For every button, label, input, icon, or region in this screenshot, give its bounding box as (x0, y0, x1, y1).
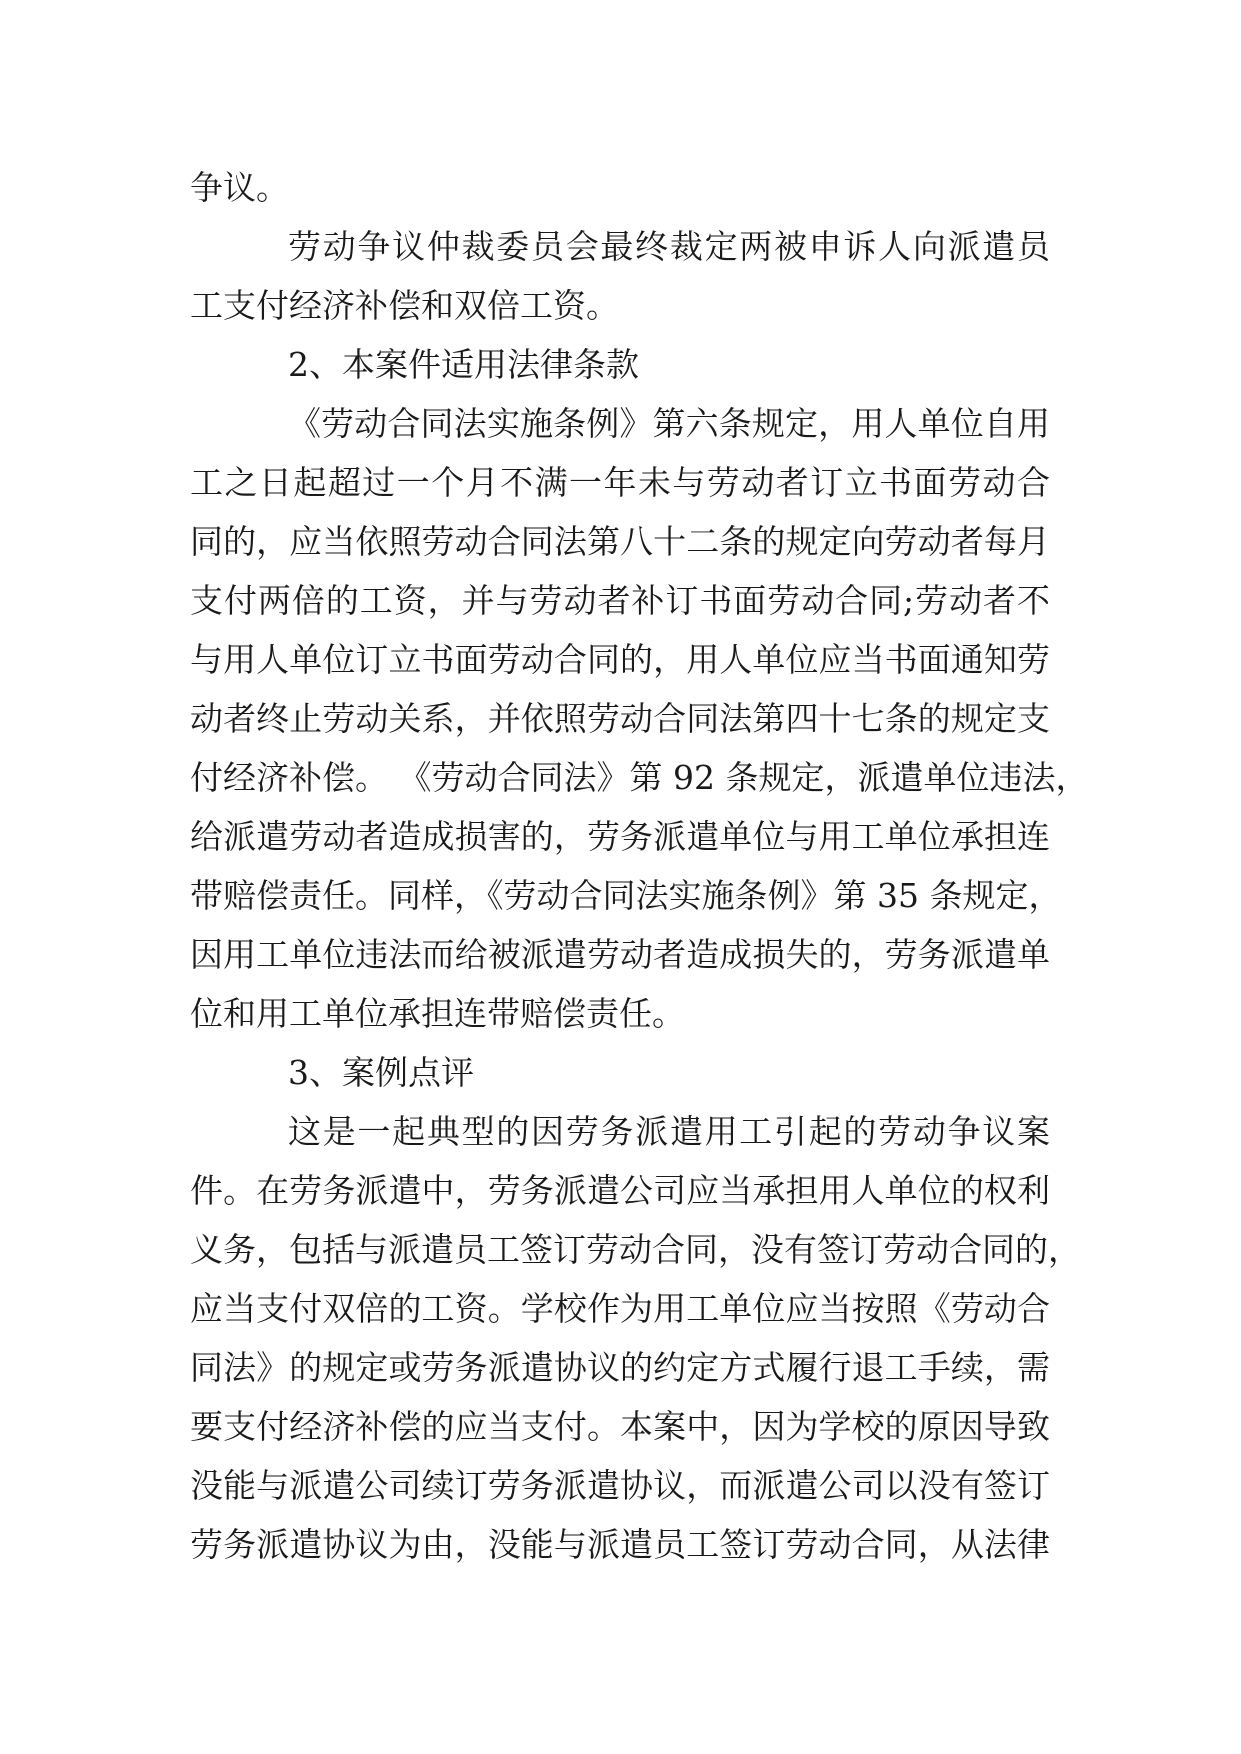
arbitration-result-line: 劳动争议仲裁委员会最终裁定两被申诉人向派遣员 (288, 227, 1050, 266)
law-clause-line: 工之日起超过一个月不满一年未与劳动者订立书面劳动合 (190, 463, 1050, 502)
law-clause-line: 支付两倍的工资，并与劳动者补订书面劳动合同;劳动者不 (190, 581, 1050, 620)
arbitration-result-line: 工支付经济补偿和双倍工资。 (190, 286, 619, 325)
section-heading: 2、本案件适用法律条款 (288, 345, 639, 384)
case-review-line: 要支付经济补偿的应当支付。本案中，因为学校的原因导致 (190, 1407, 1050, 1446)
case-review-line: 这是一起典型的因劳务派遣用工引起的劳动争议案 (288, 1112, 1050, 1151)
law-clause-line: 给派遣劳动者造成损害的，劳务派遣单位与用工单位承担连 (190, 817, 1050, 856)
law-clause-line: 位和用工单位承担连带赔偿责任。 (190, 994, 685, 1033)
law-clause-line: 因用工单位违法而给被派遣劳动者造成损失的，劳务派遣单 (190, 935, 1050, 974)
law-clause-line: 《劳动合同法实施条例》第六条规定，用人单位自用 (288, 404, 1050, 443)
case-review-line: 劳务派遣协议为由，没能与派遣员工签订劳动合同，从法律 (190, 1525, 1050, 1564)
document-body (190, 158, 1089, 1574)
case-review-line: 同法》的规定或劳务派遣协议的约定方式履行退工手续，需 (190, 1348, 1050, 1387)
law-clause-line: 带赔偿责任。同样，《劳动合同法实施条例》第 35 条规定， (190, 876, 1062, 915)
case-review-line: 应当支付双倍的工资。学校作为用工单位应当按照《劳动合 (190, 1289, 1050, 1328)
case-review-line: 义务，包括与派遣员工签订劳动合同，没有签订劳动合同的， (190, 1230, 1081, 1269)
law-clause-line: 与用人单位订立书面劳动合同的，用人单位应当书面通知劳 (190, 640, 1050, 679)
case-review-line: 件。在劳务派遣中，劳务派遣公司应当承担用人单位的权利 (190, 1171, 1050, 1210)
law-clause-line: 付经济补偿。 《劳动合同法》第 92 条规定，派遣单位违法， (190, 758, 1089, 797)
law-clause-line: 同的，应当依照劳动合同法第八十二条的规定向劳动者每月 (190, 522, 1050, 561)
law-clause-line: 动者终止劳动关系，并依照劳动合同法第四十七条的规定支 (190, 699, 1050, 738)
paragraph-end-line: 争议。 (190, 168, 289, 207)
section-heading: 3、案例点评 (288, 1053, 474, 1092)
case-review-line: 没能与派遣公司续订劳务派遣协议，而派遣公司以没有签订 (190, 1466, 1050, 1505)
